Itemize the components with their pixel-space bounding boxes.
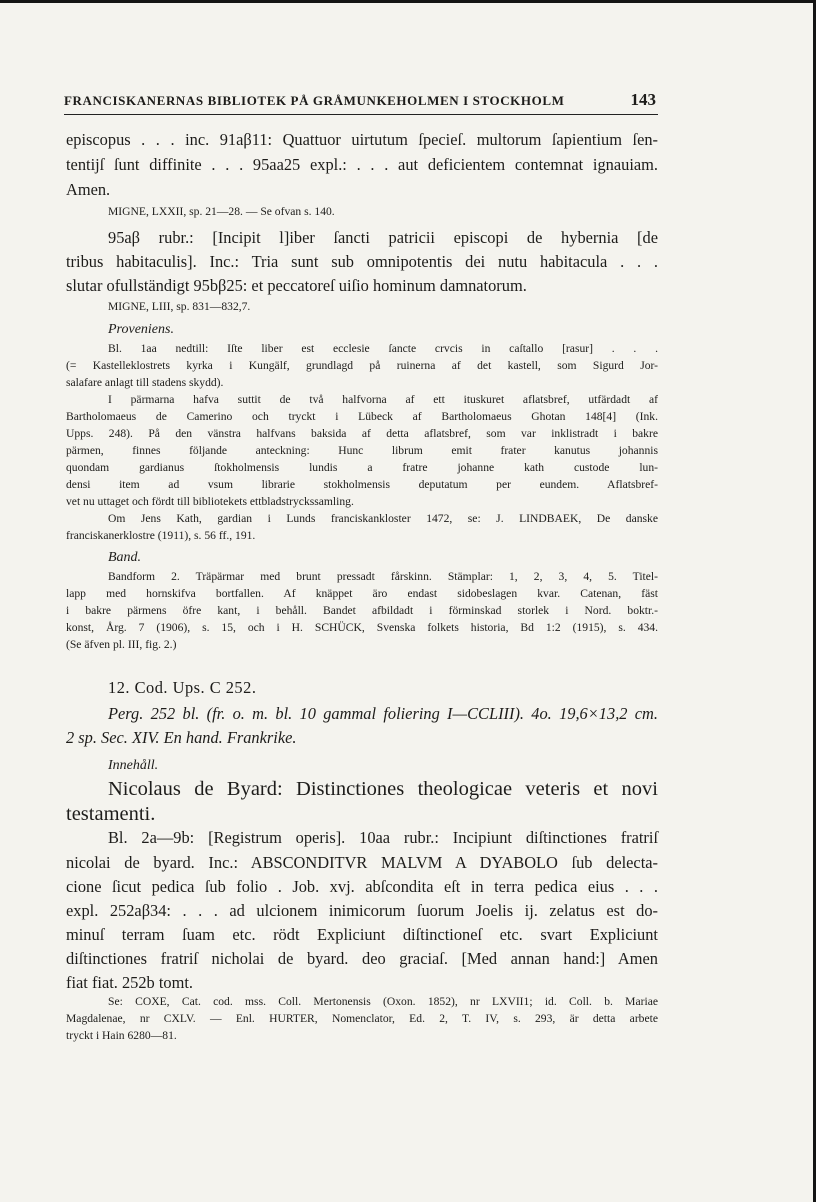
reference-line: Se: COXE, Cat. cod. mss. Coll. Mertonensis (Oxon. 1852), nr LXVII1; id. Coll. b. Mariae xyxy=(108,995,658,1008)
text-line: Amen. xyxy=(66,180,111,199)
note-line: I pärmarna hafva suttit de två halfvorna af ett ituskuret aflatsbref, utfärdadt af xyxy=(108,393,658,406)
text-line: nicolai de byard. Inc.: ABSCONDITVR MALVM A DYABOLO ſub delecta- xyxy=(66,853,658,872)
note-line: pärmen, finnes följande anteckning: Hunc librum emit frater kanutus johannis xyxy=(66,444,658,457)
reference-line: MIGNE, LIII, sp. 831—832,7. xyxy=(108,300,251,313)
note-line: Bl. 1aa nedtill: Iſte liber est ecclesie ſancte crvcis in caſtallo [rasur] . . . xyxy=(108,342,658,355)
text-line: 95aβ rubr.: [Incipit l]iber ſancti patricii episcopi de hybernia [de xyxy=(108,228,658,247)
note-line: Bartholomaeus de Camerino och tryckt i Lübeck af Bartholomaeus Ghotan 148[4] (Ink. xyxy=(66,410,658,423)
note-line: Om Jens Kath, gardian i Lunds franciskankloster 1472, se: J. LINDBAEK, De danske xyxy=(108,512,658,525)
reference-line: tryckt i Hain 6280—81. xyxy=(66,1029,177,1042)
note-line: salafare anlagt till stadens skydd). xyxy=(66,376,224,389)
header-rule xyxy=(64,114,658,115)
note-line: lapp med hornskifva bortfallen. Af knäppet äro endast sidobeslagen kvar. Catenan, fäst xyxy=(66,587,658,600)
running-title: FRANCISKANERNAS BIBLIOTEK PÅ GRÅMUNKEHOLMEN I STOCKHOLM xyxy=(64,93,565,108)
text-line: expl. 252aβ34: . . . ad ulcionem inimicorum ſuorum Joelis ij. zelatus est do- xyxy=(66,901,658,920)
note-line: (Se äfven pl. III, fig. 2.) xyxy=(66,638,177,651)
text-line: cione ſicut pedica ſub folio . Job. xvj. abſcondita eſt in terra pedica eius . . . xyxy=(66,877,658,896)
note-line: quondam gardianus ſtokholmensis lundis a fratre johanne kath custode lun- xyxy=(66,461,658,474)
text-line: Bl. 2a—9b: [Registrum operis]. 10aa rubr.: Incipiunt diſtinctiones fratriſ xyxy=(108,828,658,847)
note-line: franciskanerklostre (1911), s. 56 ff., 191. xyxy=(66,529,256,542)
section-heading-band: Band. xyxy=(108,550,142,565)
page-number: 143 xyxy=(630,90,656,109)
text-line: slutar ofullständigt 95bβ25: et peccatoreſ uiſio hominum damnatorum. xyxy=(66,276,527,295)
text-line: tentijſ ſunt diffinite . . . 95aa25 expl.: . . . aut deficientem contemnat ignauiam. xyxy=(66,155,658,174)
note-line: Upps. 248). På den vänstra halfvans baksida af detta aflatsbref, som var inklistradt i bakre xyxy=(66,427,658,440)
codex-heading: 12. Cod. Ups. C 252. xyxy=(108,678,257,697)
note-line: densi item ad vsum librarie stokholmensis deputatum per eundem. Aflatsbref- xyxy=(66,478,658,491)
text-line: fiat fiat. 252b tomt. xyxy=(66,973,194,992)
work-title-line: Nicolaus de Byard: Distinctiones theologicae veteris et novi xyxy=(108,778,658,800)
text-line: minuſ terram ſuam etc. rödt Expliciunt diſtinctioneſ etc. svart Expliciunt xyxy=(66,925,658,944)
note-line: i bakre pärmens öfre kant, i behåll. Bandet afbildadt i förminskad storlek i Nord. boktr.- xyxy=(66,604,658,617)
note-line: (= Kastelleklostrets kyrka i Kungälf, grundlagd på ruinerna af det kastell, som Sigurd Jor- xyxy=(66,359,658,372)
text-line: tribus habitaculis]. Inc.: Tria sunt sub omnipotentis dei nutu habitacula . . . xyxy=(66,252,658,271)
text-line: episcopus . . . inc. 91aβ11: Quattuor uirtutum ſpecieſ. multorum ſapientium ſen- xyxy=(66,130,658,149)
work-title-line: testamenti. xyxy=(66,803,156,825)
text-line: diſtinctiones fratriſ nicholai de byard. deo graciaſ. [Med annan hand:] Amen xyxy=(66,949,658,968)
scan-edge-top xyxy=(0,0,816,3)
reference-line: Magdalenae, nr CXLV. — Enl. HURTER, Nomenclator, Ed. 2, T. IV, s. 293, är detta arbete xyxy=(66,1012,658,1025)
note-line: vet nu uttaget och fördt till bibliotekets ettbladstryckssamling. xyxy=(66,495,354,508)
note-line: Bandform 2. Träpärmar med brunt pressadt fårskinn. Stämplar: 1, 2, 3, 4, 5. Titel- xyxy=(108,570,658,583)
section-heading-proveniens: Proveniens. xyxy=(108,322,174,337)
section-heading-innehall: Innehåll. xyxy=(108,758,159,773)
running-header xyxy=(64,90,656,112)
reference-line: MIGNE, LXXII, sp. 21—28. — Se ofvan s. 140. xyxy=(108,205,335,218)
codex-description-line: 2 sp. Sec. XIV. En hand. Frankrike. xyxy=(66,728,297,747)
codex-description-line: Perg. 252 bl. (fr. o. m. bl. 10 gammal foliering I—CCLIII). 4o. 19,6×13,2 cm. xyxy=(108,704,658,723)
note-line: konst, Årg. 7 (1906), s. 15, och i H. SCHÜCK, Svenska folkets historia, Bd 1:2 (1915), s. 434. xyxy=(66,621,658,634)
